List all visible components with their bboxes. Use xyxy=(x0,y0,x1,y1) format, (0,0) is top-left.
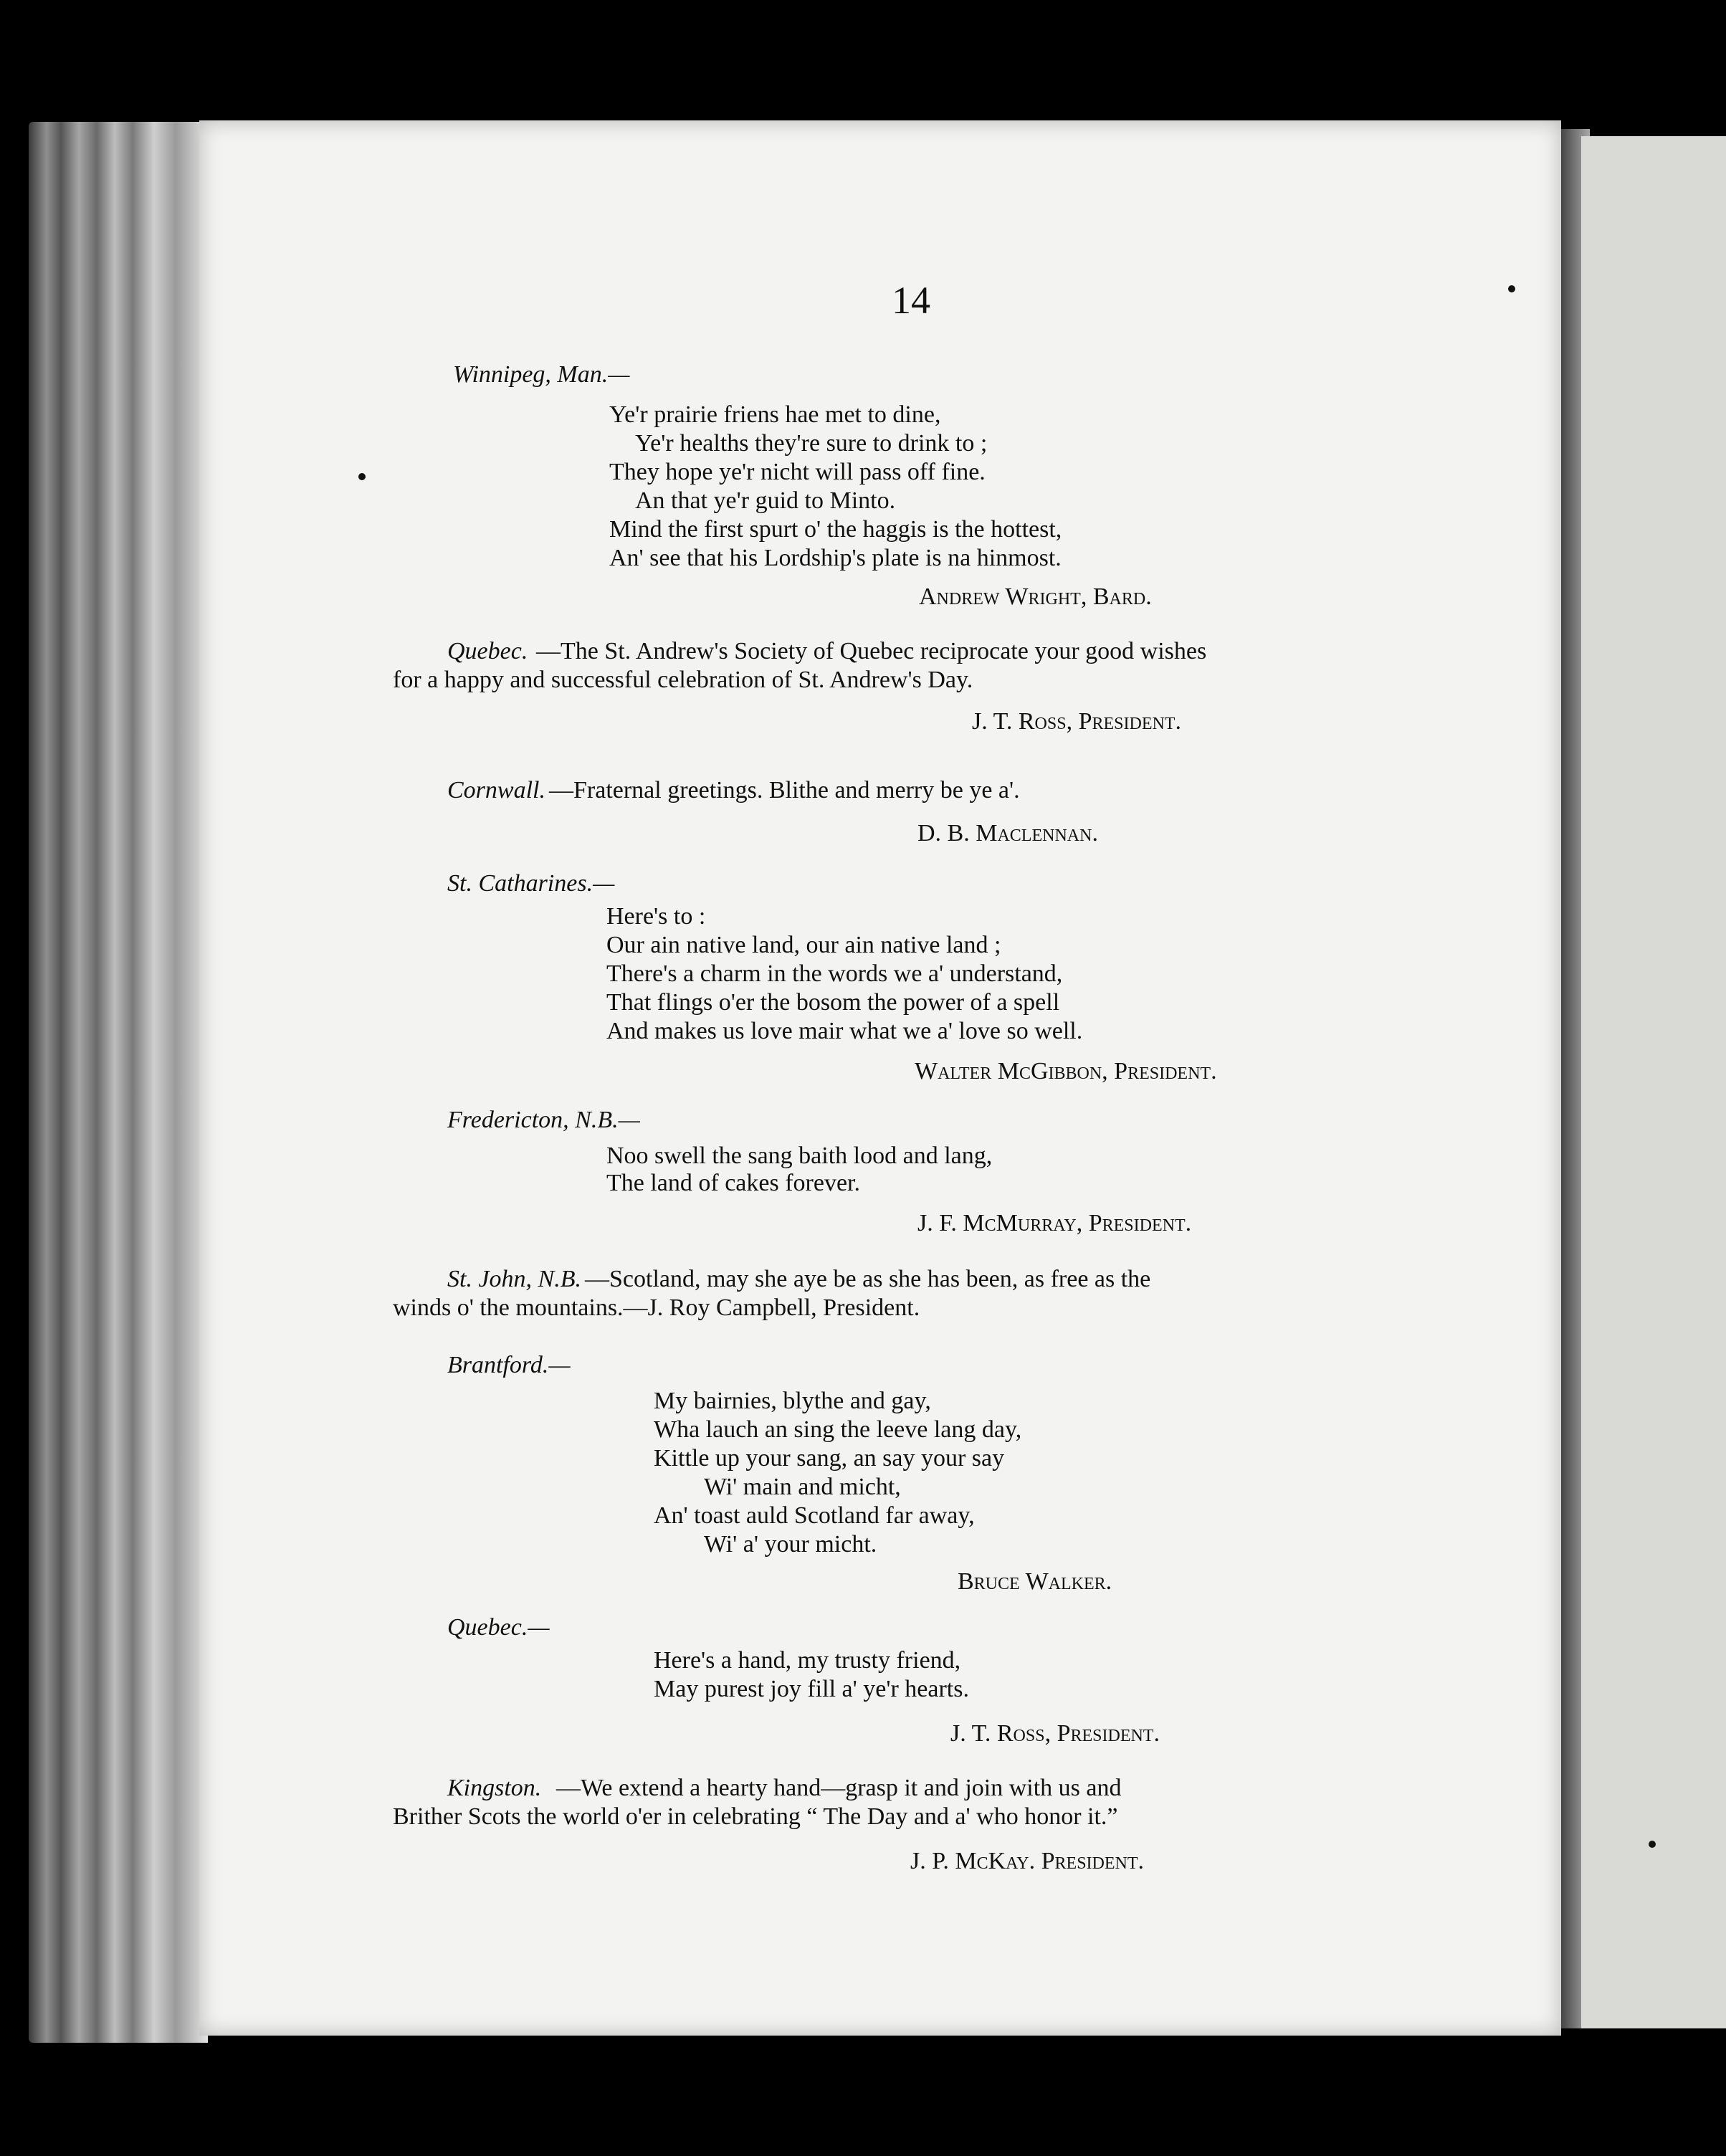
prose-line: Brither Scots the world o'er in celebrating “ The Day and a' who honor it.” xyxy=(393,1803,1118,1830)
verse-line: Kittle up your sang, an say your say xyxy=(654,1445,1005,1471)
signature: J. T. Ross, President. xyxy=(950,1720,1160,1747)
entry-place: Quebec. xyxy=(447,638,528,664)
signature: Andrew Wright, Bard. xyxy=(919,583,1152,610)
verse-line: Here's a hand, my trusty friend, xyxy=(654,1647,961,1674)
facing-page xyxy=(1581,136,1726,2028)
verse-line: Ye'r healths they're sure to drink to ; xyxy=(635,430,988,457)
signature: J. F. McMurray, President. xyxy=(917,1210,1192,1236)
verse-line: Ye'r prairie friens hae met to dine, xyxy=(609,401,941,428)
prose-line: winds o' the mountains.—J. Roy Campbell, President. xyxy=(393,1294,920,1321)
verse-line: My bairnies, blythe and gay, xyxy=(654,1388,931,1414)
verse-line: Mind the first spurt o' the haggis is the hottest, xyxy=(609,516,1062,543)
prose-line: —Fraternal greetings. Blithe and merry be ye a'. xyxy=(549,777,1020,803)
signature: Bruce Walker. xyxy=(958,1568,1112,1595)
specks xyxy=(1649,1841,1656,1848)
verse-line: Wi' a' your micht. xyxy=(704,1531,877,1558)
specks xyxy=(358,473,366,480)
verse-line: Here's to : xyxy=(606,903,706,930)
prose-line: —The St. Andrew's Society of Quebec reciprocate your good wishes xyxy=(536,638,1207,664)
page-number: 14 xyxy=(892,279,930,322)
prose-line: —We extend a hearty hand—grasp it and join with us and xyxy=(556,1775,1122,1801)
verse-line: May purest joy fill a' ye'r hearts. xyxy=(654,1676,969,1702)
signature: Walter McGibbon, President. xyxy=(915,1058,1217,1084)
verse-line: An' see that his Lordship's plate is na hinmost. xyxy=(609,545,1062,571)
signature: J. P. McKay. President. xyxy=(910,1848,1145,1874)
entry-place: Fredericton, N.B.— xyxy=(447,1107,640,1133)
entry-place: St. Catharines.— xyxy=(447,870,615,897)
book-edge xyxy=(29,122,208,2043)
entry-place: St. John, N.B. xyxy=(447,1266,581,1292)
verse-line: There's a charm in the words we a' understand, xyxy=(606,960,1063,987)
specks xyxy=(1508,285,1515,292)
verse-line: Wi' main and micht, xyxy=(704,1474,901,1500)
signature: D. B. Maclennan. xyxy=(917,820,1098,846)
prose-line: for a happy and successful celebration of St. Andrew's Day. xyxy=(393,667,973,693)
verse-line: They hope ye'r nicht will pass off fine. xyxy=(609,459,986,485)
entry-place: Kingston. xyxy=(447,1775,542,1801)
verse-line: And makes us love mair what we a' love so well. xyxy=(606,1018,1083,1044)
entry-place: Cornwall. xyxy=(447,777,545,803)
verse-line: Wha lauch an sing the leeve lang day, xyxy=(654,1416,1022,1443)
verse-line: An that ye'r guid to Minto. xyxy=(635,487,896,514)
verse-line: An' toast auld Scotland far away, xyxy=(654,1502,975,1529)
entry-place: Quebec.— xyxy=(447,1614,550,1641)
verse-line: That flings o'er the bosom the power of a spell xyxy=(606,989,1060,1016)
entry-place: Brantford.— xyxy=(447,1352,571,1378)
verse-line: Noo swell the sang baith lood and lang, xyxy=(606,1143,993,1169)
prose-line: —Scotland, may she aye be as she has been, as free as the xyxy=(585,1266,1151,1292)
verse-line: Our ain native land, our ain native land ; xyxy=(606,932,1001,958)
signature: J. T. Ross, President. xyxy=(972,708,1181,735)
entry-place: Winnipeg, Man.— xyxy=(453,361,630,388)
verse-line: The land of cakes forever. xyxy=(606,1170,860,1196)
